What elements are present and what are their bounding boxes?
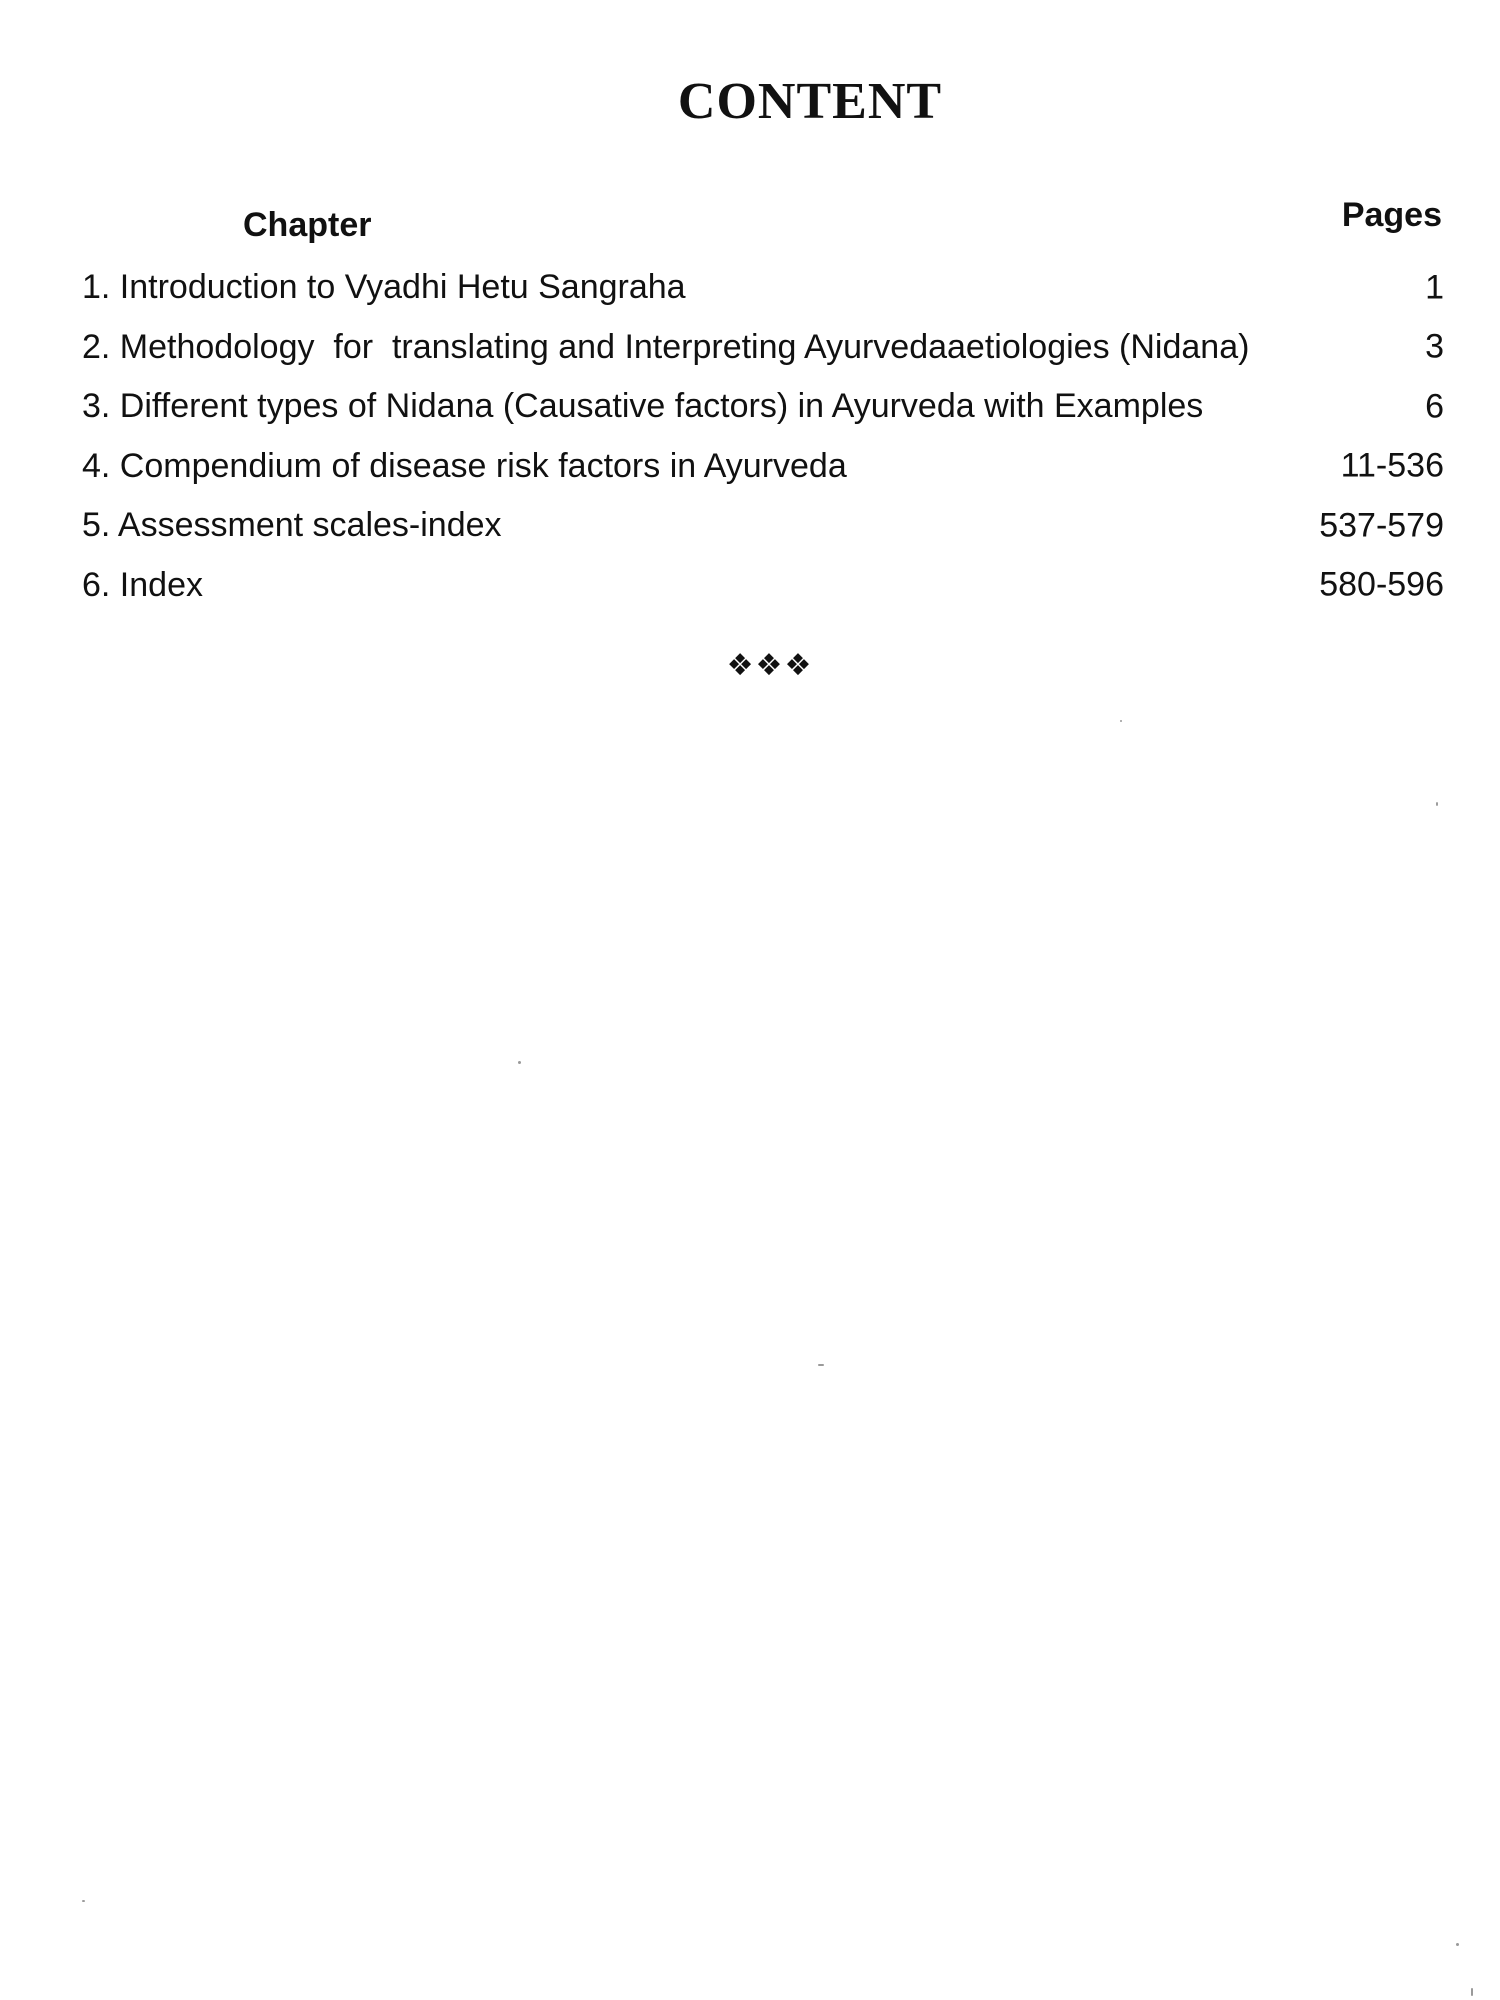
toc-entry-4 — [82, 437, 1444, 497]
toc-entry-pages: 3 — [1425, 327, 1444, 366]
decorative-ornament-icon: ❖❖❖ — [726, 648, 814, 683]
toc-entry-title: 1. Introduction to Vyadhi Hetu Sangraha — [82, 268, 686, 307]
toc-entry-3 — [82, 377, 1444, 437]
scan-speck — [1436, 802, 1438, 806]
scan-speck — [1120, 720, 1122, 722]
toc-entry-pages: 580-596 — [1319, 565, 1444, 604]
toc-entry-title: 4. Compendium of disease risk factors in Ayurveda — [82, 446, 847, 485]
page-title: CONTENT — [677, 73, 943, 130]
chapter-column-header: Chapter — [243, 206, 372, 244]
scan-speck — [1456, 1943, 1459, 1946]
toc-entry-5 — [82, 496, 1444, 556]
scan-speck — [518, 1061, 521, 1064]
table-of-contents — [82, 258, 1444, 615]
toc-entry-6 — [82, 556, 1444, 616]
toc-entry-pages: 1 — [1425, 268, 1444, 307]
toc-entry-1 — [82, 258, 1444, 318]
toc-entry-title: 6. Index — [82, 565, 203, 604]
toc-entry-pages: 537-579 — [1319, 506, 1444, 545]
pages-column-header: Pages — [1341, 196, 1442, 234]
scan-speck — [818, 1364, 824, 1366]
toc-entry-title: 3. Different types of Nidana (Causative factors) in Ayurveda with Examples — [82, 387, 1204, 426]
toc-entry-2 — [82, 318, 1444, 378]
scan-speck — [82, 1900, 85, 1902]
toc-entry-pages: 6 — [1425, 387, 1444, 426]
toc-header — [0, 196, 1500, 246]
toc-entry-title: 2. Methodology for translating and Interpreting Ayurvedaaetiologies (Nidana) — [82, 327, 1250, 366]
scan-speck — [1471, 1988, 1473, 1996]
toc-entry-pages: 11-536 — [1340, 446, 1444, 485]
toc-entry-title: 5. Assessment scales-index — [82, 506, 502, 545]
